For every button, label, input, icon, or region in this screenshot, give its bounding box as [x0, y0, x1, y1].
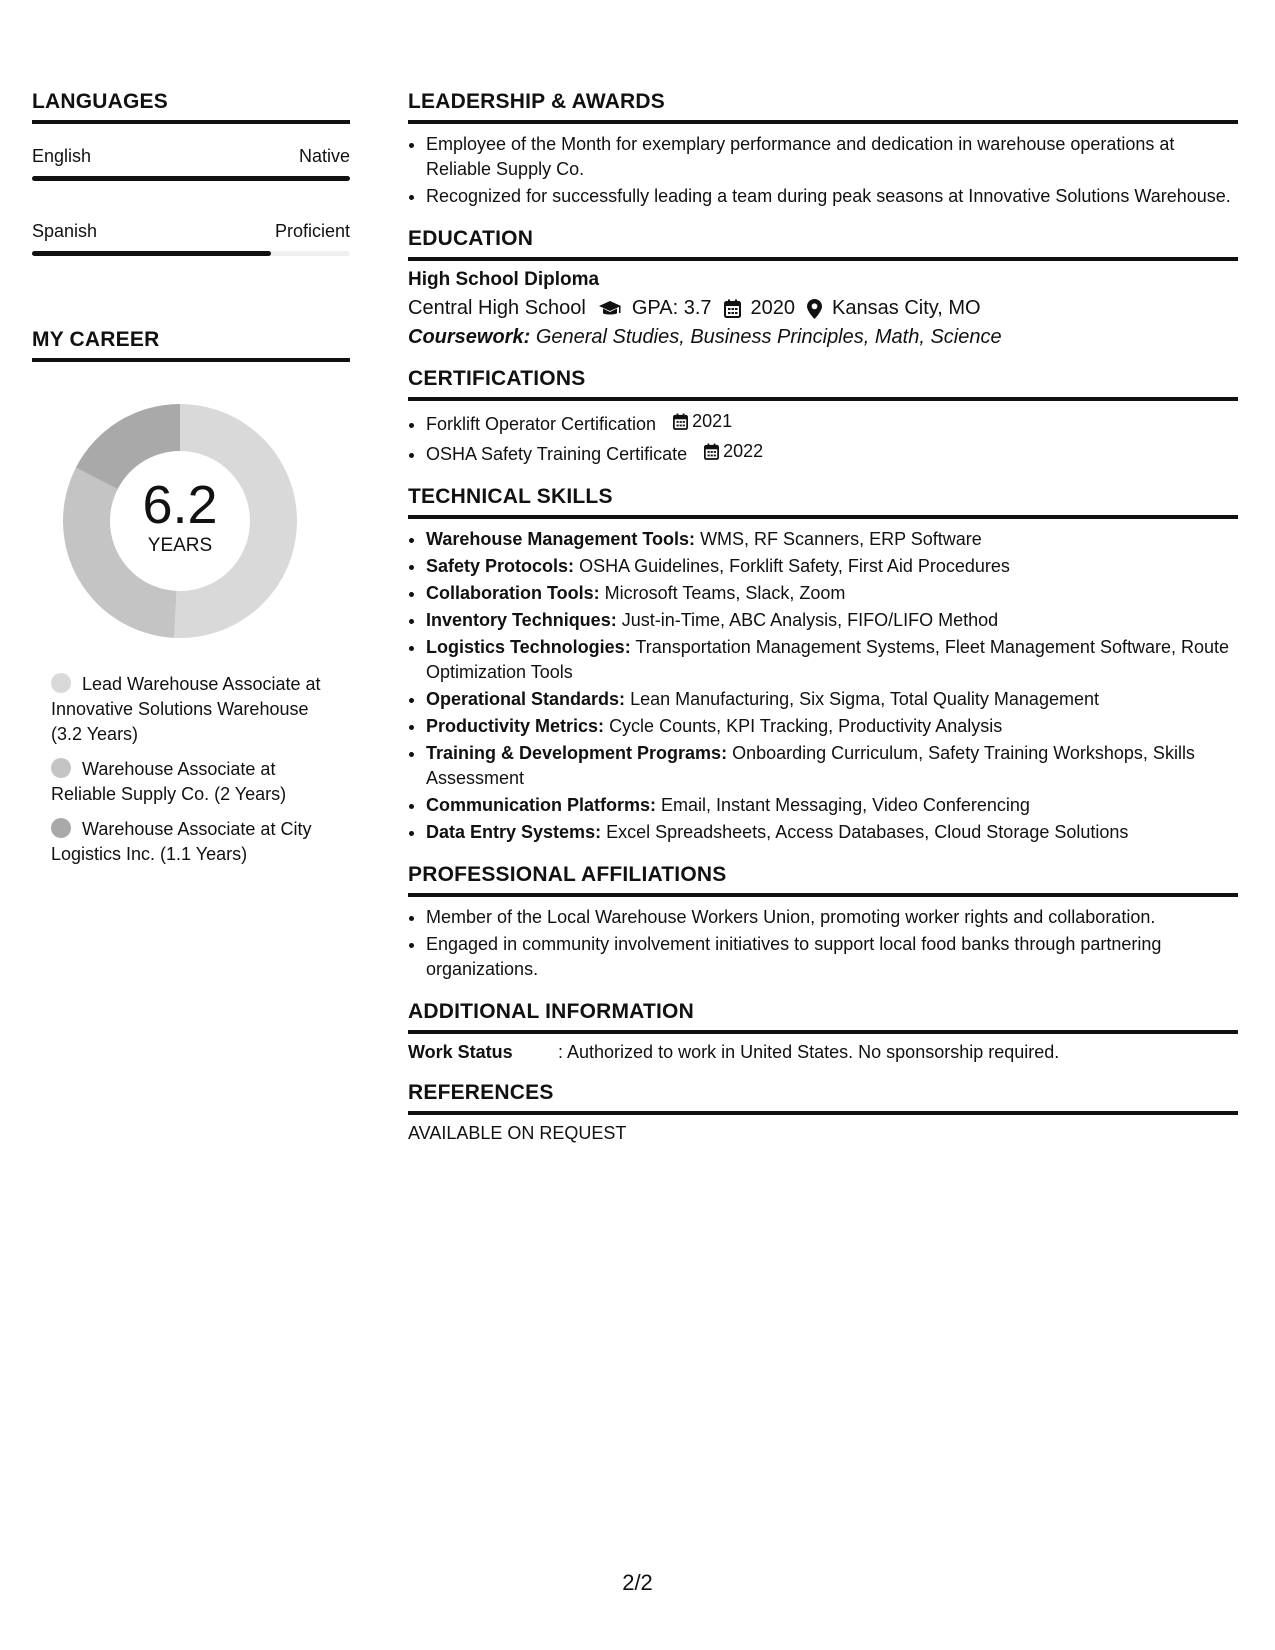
languages-heading: LANGUAGES	[32, 90, 350, 124]
references-heading: REFERENCES	[408, 1081, 1238, 1115]
language-item	[32, 146, 350, 181]
language-level: Native	[298, 146, 350, 166]
list-item: • Member of the Local Warehouse Workers Union, promoting worker rights and collaboration.	[426, 905, 1238, 930]
work-status-value: : Authorized to work in United States. No sponsorship required.	[558, 1042, 1060, 1062]
career-section	[32, 328, 350, 867]
list-item: • Employee of the Month for exemplary performance and dedication in warehouse operations at Reliable Supply Co.	[426, 132, 1238, 182]
leadership-heading: LEADERSHIP & AWARDS	[408, 90, 1238, 124]
skill-value: Excel Spreadsheets, Access Databases, Cloud Storage Solutions	[606, 822, 1129, 842]
leadership-section	[408, 90, 1238, 209]
legend-label: Warehouse Associate at Reliable Supply Co. (2 Years)	[51, 759, 287, 804]
skill-value: Onboarding Curriculum, Safety Training Workshops, Skills Assessment	[426, 743, 1195, 788]
language-name: English	[32, 146, 92, 166]
skill-value: OSHA Guidelines, Forklift Safety, First Aid Procedures	[579, 556, 1010, 576]
language-item	[32, 221, 350, 256]
language-name: Spanish	[32, 221, 98, 241]
education-location: Kansas City, MO	[832, 297, 981, 319]
skill-label: Communication Platforms:	[426, 795, 657, 815]
certification-name: OSHA Safety Training Certificate	[426, 444, 688, 464]
education-section	[408, 227, 1238, 349]
affiliations-heading: PROFESSIONAL AFFILIATIONS	[408, 863, 1238, 897]
page-number: 2/2	[622, 1570, 653, 1595]
list-item: • Recognized for successfully leading a team during peak seasons at Innovative Solutions Warehouse.	[426, 184, 1238, 209]
skill-value: Email, Instant Messaging, Video Conferencing	[661, 795, 1030, 815]
skill-item	[426, 635, 1238, 685]
certifications-section	[408, 367, 1238, 467]
legend-item	[51, 817, 341, 867]
skill-value: Microsoft Teams, Slack, Zoom	[604, 583, 846, 603]
legend-dot	[51, 673, 71, 693]
skill-label: Operational Standards:	[426, 689, 626, 709]
skill-item	[426, 581, 1238, 606]
right-column	[408, 90, 1238, 1162]
calendar-icon	[704, 443, 719, 460]
skill-label: Warehouse Management Tools:	[426, 529, 696, 549]
skill-label: Safety Protocols:	[426, 556, 575, 576]
education-details	[408, 297, 1238, 320]
skill-label: Training & Development Programs:	[426, 743, 728, 763]
language-row	[32, 221, 350, 242]
skill-item	[426, 793, 1238, 818]
map-pin-icon	[807, 299, 822, 319]
education-school: Central High School	[408, 297, 586, 319]
language-row	[32, 146, 350, 167]
additional-heading: ADDITIONAL INFORMATION	[408, 1000, 1238, 1034]
certification-item	[426, 439, 1238, 467]
calendar-icon	[673, 413, 688, 430]
affiliations-section	[408, 863, 1238, 982]
skills-heading: TECHNICAL SKILLS	[408, 485, 1238, 519]
skill-label: Inventory Techniques:	[426, 610, 617, 630]
skill-item	[426, 608, 1238, 633]
skill-item	[426, 820, 1238, 845]
additional-section	[408, 1000, 1238, 1063]
education-degree: High School Diploma	[408, 269, 600, 290]
affiliations-list	[408, 905, 1238, 982]
skill-value: WMS, RF Scanners, ERP Software	[700, 529, 982, 549]
career-total-value: 6.2	[142, 475, 218, 535]
certification-name: Forklift Operator Certification	[426, 414, 657, 434]
education-heading: EDUCATION	[408, 227, 1238, 261]
certification-year: 2021	[692, 411, 733, 431]
language-proficiency-bar	[32, 251, 350, 256]
legend-dot	[51, 758, 71, 778]
legend-label: Warehouse Associate at City Logistics Inc. (1.1 Years)	[51, 819, 312, 864]
certification-date	[704, 439, 763, 464]
skill-label: Data Entry Systems:	[426, 822, 602, 842]
certification-date	[673, 409, 732, 434]
certifications-list	[408, 409, 1238, 467]
skill-item	[426, 527, 1238, 552]
career-heading: MY CAREER	[32, 328, 350, 362]
certification-year: 2022	[723, 441, 764, 461]
coursework-value: General Studies, Business Principles, Math, Science	[535, 326, 1002, 348]
donut-center	[55, 396, 305, 646]
language-proficiency-fill	[32, 251, 271, 256]
legend-dot	[51, 818, 71, 838]
language-level: Proficient	[274, 221, 350, 241]
skill-label: Collaboration Tools:	[426, 583, 600, 603]
skill-value: Just-in-Time, ABC Analysis, FIFO/LIFO Method	[621, 610, 999, 630]
work-status-row	[408, 1042, 1238, 1063]
legend-item	[51, 757, 341, 807]
languages-list	[32, 146, 350, 256]
list-item: • Engaged in community involvement initiatives to support local food banks through partnering organizations.	[426, 932, 1238, 982]
skill-label: Productivity Metrics:	[426, 716, 605, 736]
calendar-icon	[724, 299, 741, 318]
career-total-unit: YEARS	[147, 535, 213, 556]
legend-item	[51, 672, 341, 747]
references-section	[408, 1081, 1238, 1144]
skill-item	[426, 714, 1238, 739]
skill-item	[426, 741, 1238, 791]
language-proficiency-fill	[32, 176, 350, 181]
languages-section	[32, 90, 350, 256]
skill-label: Logistics Technologies:	[426, 637, 631, 657]
education-coursework	[408, 326, 1238, 349]
career-donut-chart	[55, 396, 305, 646]
certifications-heading: CERTIFICATIONS	[408, 367, 1238, 401]
career-legend	[51, 672, 341, 867]
work-status-label: Work Status	[408, 1042, 513, 1062]
language-proficiency-bar	[32, 176, 350, 181]
skill-value: Cycle Counts, KPI Tracking, Productivity Analysis	[609, 716, 1003, 736]
skill-value: Lean Manufacturing, Six Sigma, Total Quality Management	[630, 689, 1099, 709]
skill-item	[426, 687, 1238, 712]
graduation-cap-icon	[598, 300, 622, 318]
references-text: AVAILABLE ON REQUEST	[408, 1123, 627, 1143]
left-column	[32, 90, 350, 877]
skill-value: Transportation Management Systems, Fleet Management Software, Route Optimization Tools	[426, 637, 1230, 682]
certification-item	[426, 409, 1238, 437]
coursework-label: Coursework:	[408, 326, 531, 348]
skill-item	[426, 554, 1238, 579]
skills-list	[408, 527, 1238, 845]
legend-label: Lead Warehouse Associate at Innovative Solutions Warehouse (3.2 Years)	[51, 674, 321, 744]
education-year: 2020	[750, 297, 796, 319]
skills-section	[408, 485, 1238, 845]
education-gpa: GPA: 3.7	[631, 297, 712, 319]
leadership-list	[408, 132, 1238, 209]
